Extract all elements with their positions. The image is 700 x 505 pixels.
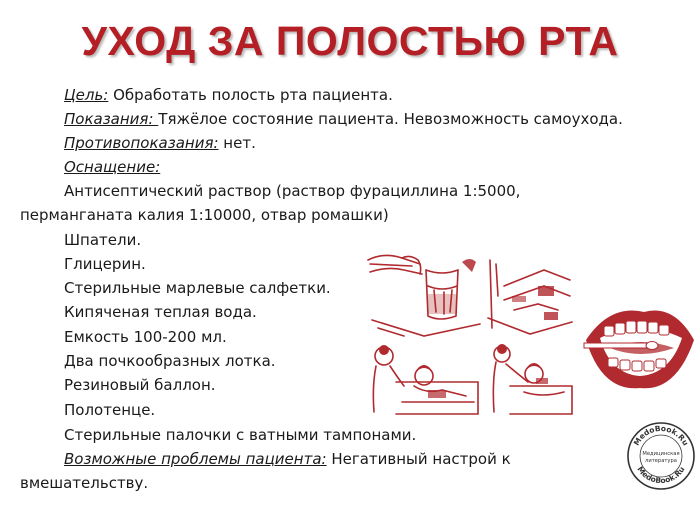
equipment-item: Стерильные марлевые салфетки. — [64, 279, 331, 297]
equipment-label: Оснащение: — [64, 158, 161, 176]
goal-label: Цель: — [64, 86, 109, 104]
medobook-stamp-icon — [626, 421, 696, 491]
stamp-bottom-text: MedoBook.Ru — [635, 464, 687, 486]
antiseptic-line-1: Антисептический раствор (раствор фурациллина 1:5000, — [64, 182, 521, 200]
stamp-top-text: MedoBook.Ru — [631, 423, 691, 448]
patient-care-icon — [366, 342, 480, 418]
mouth-icon — [580, 296, 698, 396]
stamp-center-text-1: Медицинская — [642, 451, 680, 457]
contraindications-text: нет. — [218, 134, 256, 152]
equipment-item: Стерильные палочки с ватными тампонами. — [64, 426, 417, 444]
problems-line-2: вмешательству. — [20, 474, 149, 492]
equipment-item: Кипяченая теплая вода. — [64, 303, 257, 321]
goal-line — [64, 86, 393, 104]
indications-label: Показания: — [64, 110, 159, 128]
goal-text: Обработать полость рта пациента. — [108, 86, 393, 104]
syringe-tray-icon — [484, 256, 574, 338]
problems-text: Негативный настрой к — [326, 450, 511, 468]
equipment-item: Емкость 100-200 мл. — [64, 328, 227, 346]
hand-pouring-icon — [364, 250, 482, 340]
antiseptic-line-2: перманганата калия 1:10000, отвар ромашки) — [20, 206, 389, 224]
stamp-center-text-2: литература — [645, 458, 677, 464]
contraindications-label: Противопоказания: — [64, 134, 219, 152]
equipment-item: Шпатели. — [64, 231, 142, 249]
equipment-item: Полотенце. — [64, 401, 156, 419]
equipment-item: Глицерин. — [64, 255, 146, 273]
indications-text: Тяжёлое состояние пациента. Невозможность самоухода. — [158, 110, 623, 128]
equipment-heading — [64, 158, 160, 176]
indications-line — [64, 110, 623, 128]
equipment-item: Два почкообразных лотка. — [64, 352, 276, 370]
page-title: УХОД ЗА ПОЛОСТЬЮ РТА — [81, 18, 619, 64]
patient-rinse-icon — [484, 342, 574, 418]
problems-label: Возможные проблемы пациента: — [64, 450, 327, 468]
contraindications-line — [64, 134, 256, 152]
equipment-item: Резиновый баллон. — [64, 376, 216, 394]
problems-line — [64, 450, 511, 468]
